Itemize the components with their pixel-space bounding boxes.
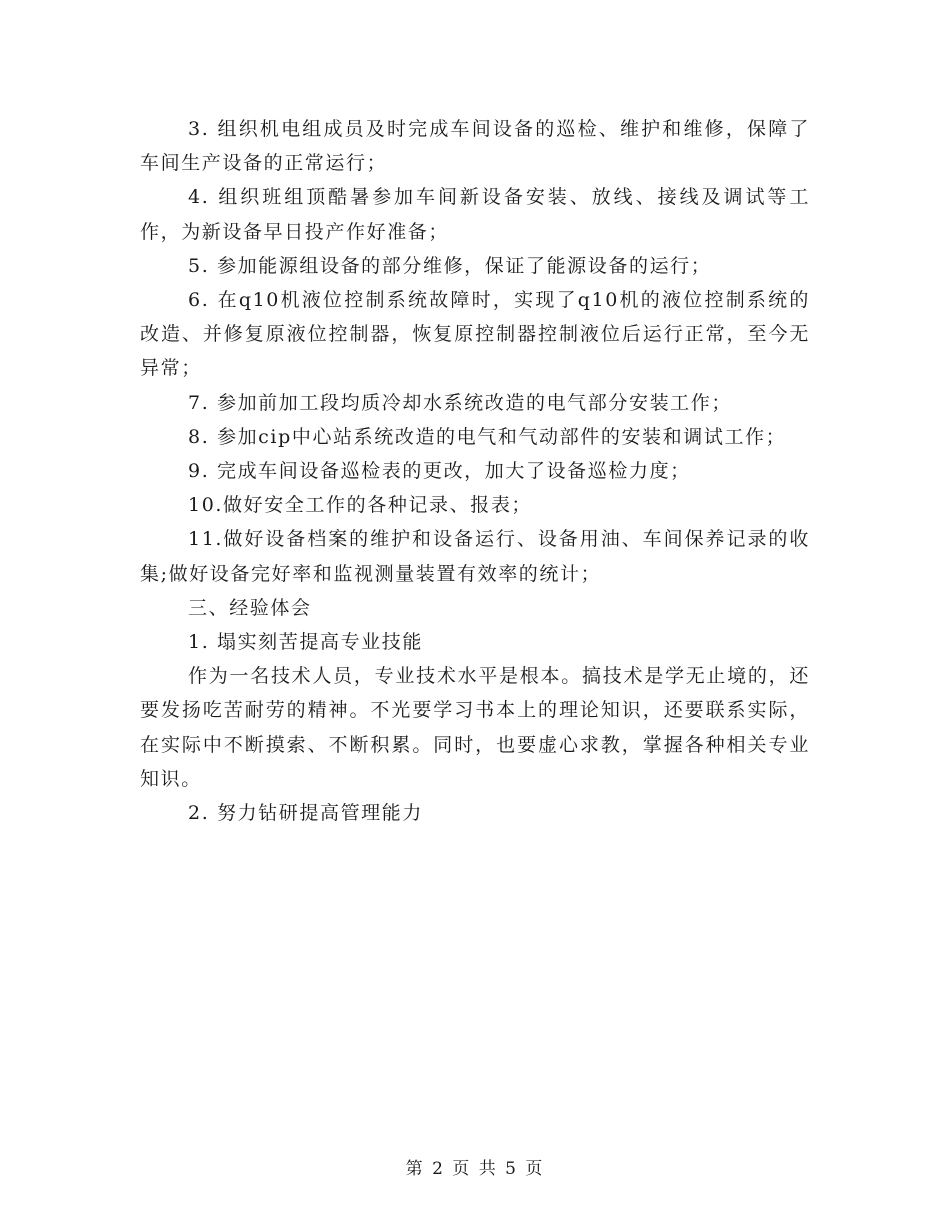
paragraph-item-7: 7. 参加前加工段均质冷却水系统改造的电气部分安装工作； (188, 391, 732, 414)
paragraph-item-8: 8. 参加cip中心站系统改造的电气和气动部件的安装和调试工作； (188, 425, 787, 448)
subheading-2: 2. 努力钻研提高管理能力 (188, 802, 423, 825)
page-footer: 第 2 页 共 5 页 (405, 1159, 545, 1179)
paragraph-item-4: 4. 组织班组顶酷暑参加车间新设备安装、放线、接线及调试等工作，为新设备早日投产作好准备； (140, 186, 810, 243)
paragraph-item-9: 9. 完成车间设备巡检表的更改，加大了设备巡检力度； (188, 460, 691, 483)
paragraph-item-6: 6. 在q10机液位控制系统故障时，实现了q10机的液位控制系统的改造、并修复原液位控制器，恢复原控制器控制液位后运行正常，至今无异常； (140, 289, 810, 380)
paragraph-item-3: 3. 组织机电组成员及时完成车间设备的巡检、维护和维修，保障了车间生产设备的正常运行； (140, 118, 810, 175)
subheading-1: 1. 塌实刻苦提高专业技能 (188, 631, 423, 654)
paragraph-item-11: 11.做好设备档案的维护和设备运行、设备用油、车间保养记录的收集;做好设备完好率和监视测量装置有效率的统计； (140, 528, 810, 585)
section-heading-experience: 三、经验体会 (188, 596, 312, 619)
body-paragraph: 作为一名技术人员，专业技术水平是根本。搞技术是学无止境的，还要发扬吃苦耐劳的精神。不光要学习书本上的理论知识，还要联系实际，在实际中不断摸索、不断积累。同时，也要虚心求教，掌握各种相关专业知识。 (140, 665, 810, 790)
paragraph-item-10: 10.做好安全工作的各种记录、报表； (188, 494, 533, 517)
document-body (140, 112, 810, 830)
paragraph-item-5: 5. 参加能源组设备的部分维修，保证了能源设备的运行； (188, 254, 712, 277)
